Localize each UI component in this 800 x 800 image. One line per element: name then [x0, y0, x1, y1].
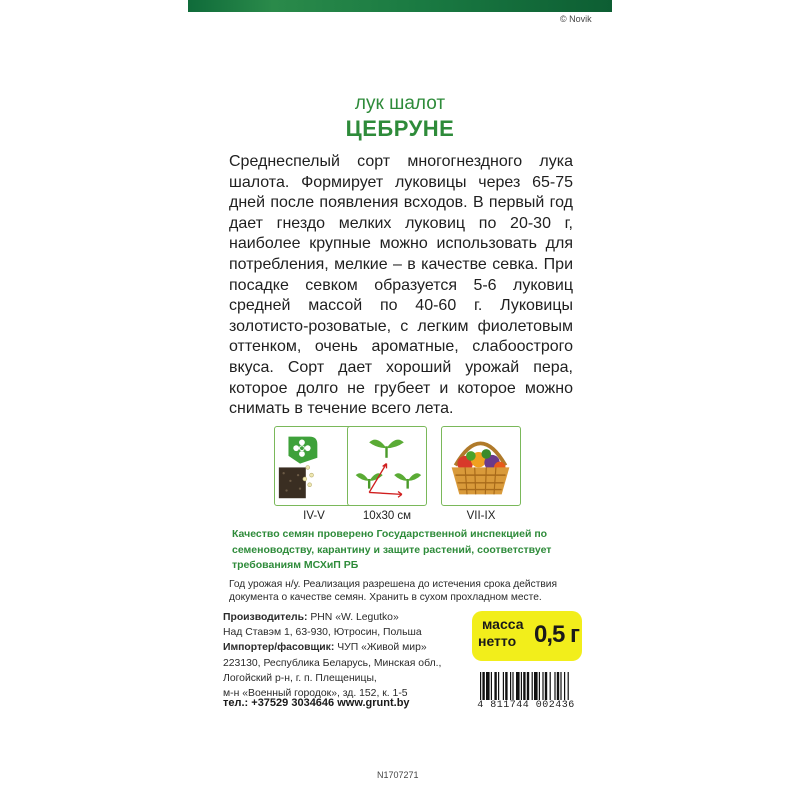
harvest-basket-icon — [441, 426, 521, 506]
producer-label: Производитель: — [223, 612, 308, 623]
producer-line — [223, 610, 473, 625]
importer-address-2: Логойский р-н, г. п. Плещеницы, — [223, 672, 377, 684]
weight-label-line2: нетто — [478, 633, 517, 649]
barcode-digits: 4 811744 002436 — [470, 700, 582, 711]
top-green-band — [188, 0, 612, 12]
product-description: Среднеспелый сорт многогнездного лука шалота. Формирует луковицы через 65-75 дней после появления всходов. В первый год дает гнездо мелких луковиц по 20-30 г, наиболее крупные можно использовать для потребления, мелкие – в качестве севка. При посадке севком образуется 5-6 луковиц средней массой по 40-60 г. Луковицы золотисто-розоватые, с легким фиолетовым оттенком, очень ароматные, слабоострого вкуса. Сорт дает хороший урожай пера, которое долго не грубеет и которое можно снимать в течение всего лета. — [229, 153, 573, 418]
net-weight-badge — [472, 611, 582, 661]
planting-scheme-icon — [347, 426, 427, 506]
harvest-year-notice: Год урожая н/у. Реализация разрешена до истечения срока действия документа о качестве семян. Хранить в сухом прохладном месте. — [229, 579, 557, 604]
contacts-block — [223, 610, 473, 701]
importer-address-3: м-н «Военный городок», зд. 152, к. 1-5 — [223, 688, 408, 700]
barcode — [470, 670, 582, 719]
phone-website-line: тел.: +37529 3034646 www.grunt.by — [223, 697, 410, 709]
product-title: ЦЕБРУНЕ — [345, 116, 455, 141]
seed-quality-notice: Качество семян проверено Государственной инспекцией по семеноводству, карантину и защите растений, соответствует требованиям МСХиП РБ — [232, 528, 552, 571]
sowing-icon — [274, 426, 354, 506]
importer-name: ЧУП «Живой мир» — [337, 642, 427, 654]
planting-scheme-label: 10x30 см — [362, 510, 412, 522]
importer-line — [223, 640, 473, 655]
harvest-period-label: VII-IX — [466, 510, 496, 522]
weight-value: 0,5 г — [534, 621, 580, 648]
weight-label-line1: масса — [482, 616, 524, 632]
print-code: N1707271 — [377, 770, 419, 780]
product-subtitle: лук шалот — [354, 93, 446, 114]
sowing-period-label: IV-V — [303, 510, 325, 522]
producer-name: PHN «W. Legutko» — [310, 612, 399, 623]
producer-address: Над Ставэм 1, 63-930, Ютросин, Польша — [223, 627, 422, 639]
copyright-text: © Novik — [560, 14, 592, 24]
importer-address-1: 223130, Республика Беларусь, Минская обл., — [223, 657, 442, 669]
importer-label: Импортер/фасовщик: — [223, 642, 335, 654]
